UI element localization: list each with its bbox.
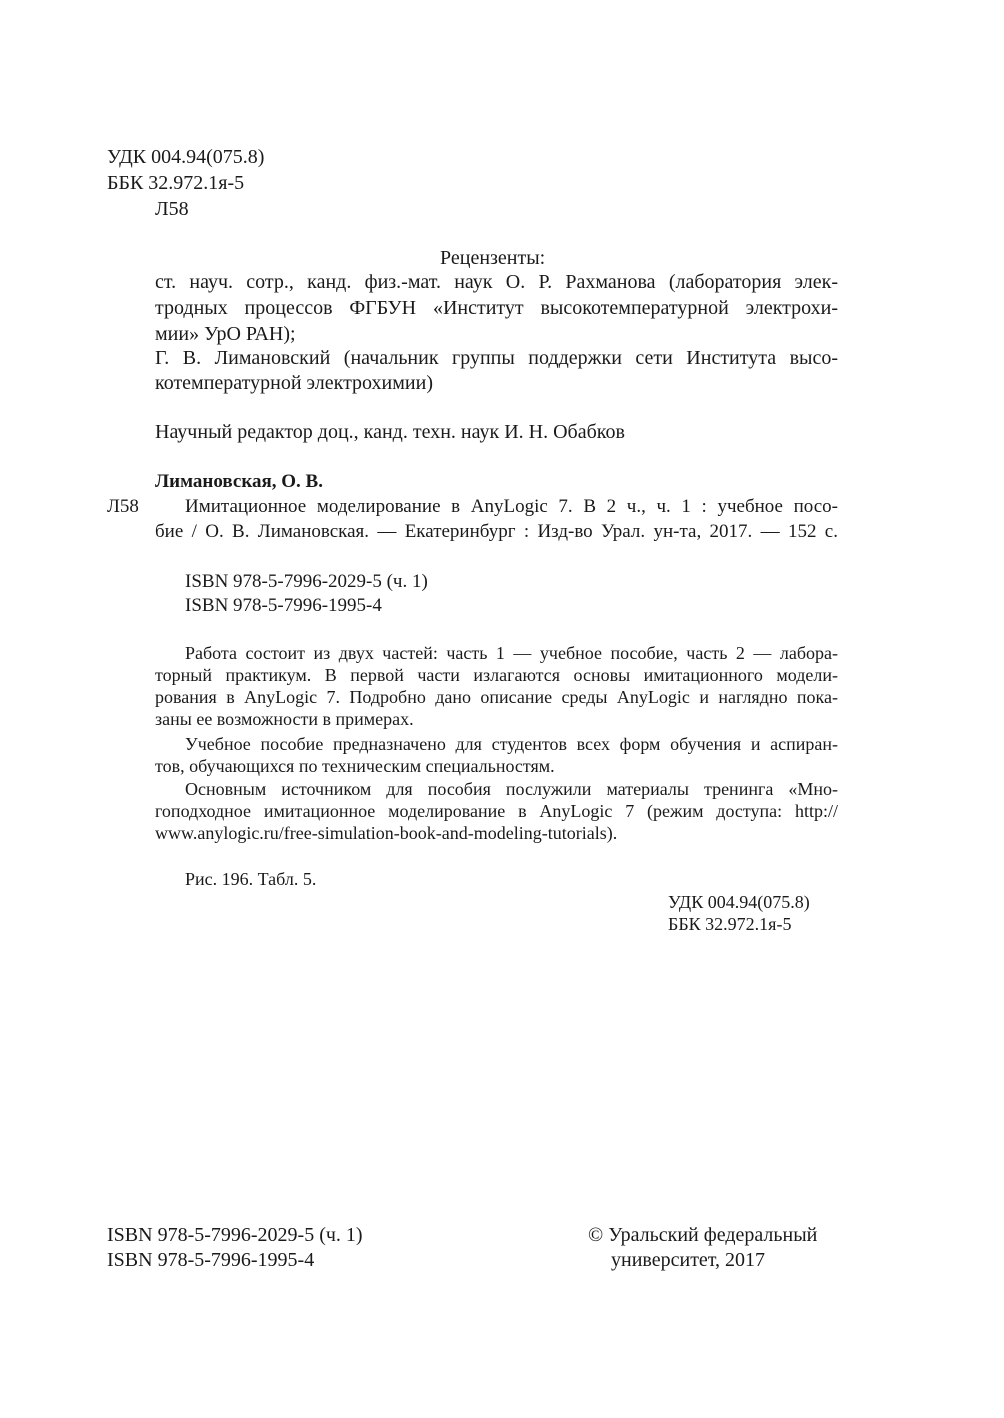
reviewer-2-line-1: Г. В. Лимановский (начальник группы поддержки сети Института высо- [155,347,838,369]
reviewer-1-line-2: тродных процессов ФГБУН «Институт высокотемпературной электрохи- [155,297,838,319]
abstract-p1-line-3: рования в AnyLogic 7. Подробно дано описание среды AnyLogic и наглядно пока- [155,687,838,707]
abstract-p2-line-2: тов, обучающихся по техническим специальностям. [155,756,555,776]
footer-copyright-line-2: университет, 2017 [611,1249,766,1271]
figures-tables: Рис. 196. Табл. 5. [185,869,317,889]
bib-author-heading: Лимановская, О. В. [155,471,323,492]
abstract-p2-line-1: Учебное пособие предназначено для студентов всех форм обучения и аспиран- [185,734,838,754]
header-bbk: ББК 32.972.1я-5 [107,172,245,194]
reviewer-1-line-3: мии» УрО РАН); [155,323,296,345]
abstract-p1-line-2: торный практикум. В первой части излагаются основы имитационного модели- [155,665,838,685]
footer-isbn-1: ISBN 978-5-7996-2029-5 (ч. 1) [107,1224,363,1246]
footer-isbn-2: ISBN 978-5-7996-1995-4 [107,1249,315,1271]
scientific-editor: Научный редактор доц., канд. техн. наук И. Н. Обабков [155,421,625,443]
abstract-p3-line-3: www.anylogic.ru/free-simulation-book-and-modeling-tutorials). [155,823,618,843]
header-author-mark: Л58 [155,198,189,220]
reviewers-title: Рецензенты: [440,247,546,269]
classification-udk: УДК 004.94(075.8) [668,892,810,912]
bib-mark: Л58 [107,496,139,517]
abstract-p1-line-1: Работа состоит из двух частей: часть 1 — учебное пособие, часть 2 — лабора- [185,643,838,663]
bib-description-line-1: Имитационное моделирование в AnyLogic 7. В 2 ч., ч. 1 : учебное посо- [185,496,838,517]
bib-isbn-2: ISBN 978-5-7996-1995-4 [185,595,382,616]
reviewer-1-line-1: ст. науч. сотр., канд. физ.-мат. наук О. Р. Рахманова (лаборатория элек- [155,271,838,293]
reviewer-2-line-2: котемпературной электрохимии) [155,372,433,394]
classification-bbk: ББК 32.972.1я-5 [668,914,792,934]
footer-copyright-line-1: © Уральский федеральный [588,1224,818,1246]
abstract-p3-line-1: Основным источником для пособия послужили материалы тренинга «Мно- [185,779,838,799]
abstract-p3-line-2: гоподходное имитационное моделирование в AnyLogic 7 (режим доступа: http:// [155,801,838,821]
bib-description-line-2: бие / О. В. Лимановская. — Екатеринбург : Изд-во Урал. ун-та, 2017. — 152 с. [155,521,838,542]
abstract-p1-line-4: заны ее возможности в примерах. [155,709,414,729]
bib-isbn-1: ISBN 978-5-7996-2029-5 (ч. 1) [185,571,428,592]
header-udk: УДК 004.94(075.8) [107,146,265,168]
